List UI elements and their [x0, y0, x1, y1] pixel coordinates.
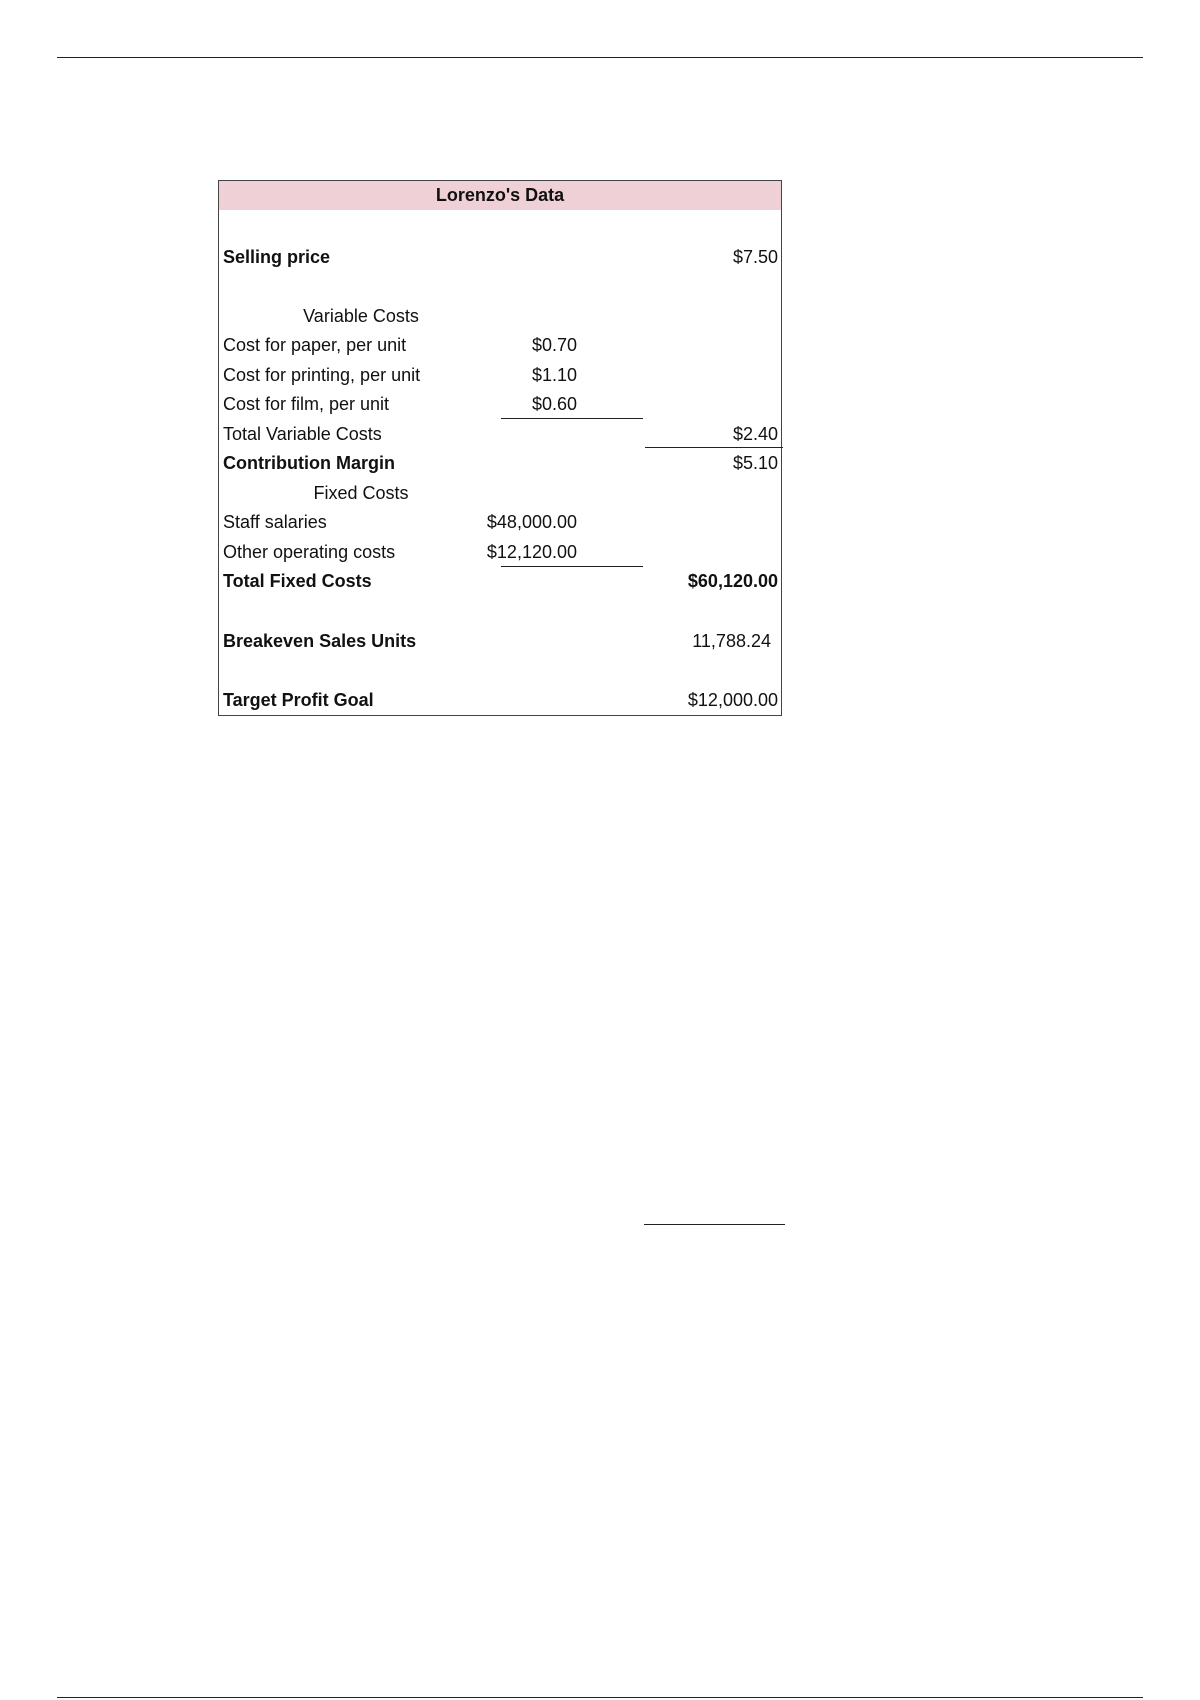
variable-cost-row — [219, 361, 781, 389]
total-variable-costs-row — [219, 420, 781, 448]
fixed-cost-value: $12,120.00 — [486, 542, 577, 562]
fixed-cost-value: $48,000.00 — [486, 512, 577, 532]
table-title: Lorenzo's Data — [219, 181, 781, 210]
variable-cost-value: $1.10 — [531, 365, 577, 385]
lorenzos-data-table — [218, 180, 782, 716]
variable-costs-subtotal-line — [501, 418, 643, 419]
variable-cost-label: Cost for printing, per unit — [223, 365, 421, 385]
fixed-cost-row — [219, 508, 781, 536]
breakeven-sales-units-value: 11,788.24 — [692, 631, 771, 651]
breakeven-sales-units-label: Breakeven Sales Units — [223, 631, 417, 651]
variable-cost-row — [219, 331, 781, 359]
total-variable-costs-line — [645, 447, 783, 448]
variable-cost-value: $0.70 — [531, 335, 577, 355]
fixed-costs-heading-row — [219, 479, 781, 507]
bottom-rule — [57, 1697, 1143, 1698]
total-variable-costs-value: $2.40 — [732, 424, 778, 444]
fixed-cost-label: Staff salaries — [223, 512, 327, 532]
total-variable-costs-label: Total Variable Costs — [223, 424, 382, 444]
breakeven-sales-units-row — [219, 627, 781, 655]
variable-costs-heading: Variable Costs — [303, 306, 419, 326]
variable-cost-label: Cost for paper, per unit — [223, 335, 407, 355]
top-rule — [57, 57, 1143, 58]
contribution-margin-row — [219, 449, 781, 477]
selling-price-value: $7.50 — [732, 247, 778, 267]
total-fixed-costs-row — [219, 567, 781, 595]
variable-cost-value: $0.60 — [531, 394, 577, 414]
fixed-costs-heading: Fixed Costs — [313, 483, 409, 503]
variable-costs-heading-row — [219, 302, 781, 330]
contribution-margin-label: Contribution Margin — [223, 453, 395, 473]
total-fixed-costs-label: Total Fixed Costs — [223, 571, 372, 591]
target-profit-goal-label: Target Profit Goal — [223, 690, 374, 710]
target-profit-goal-value: $12,000.00 — [687, 690, 778, 710]
contribution-margin-value: $5.10 — [732, 453, 778, 473]
fixed-cost-row — [219, 538, 781, 566]
selling-price-label: Selling price — [223, 247, 331, 267]
target-profit-goal-row — [219, 686, 781, 714]
selling-price-row — [219, 243, 781, 271]
total-fixed-costs-value: $60,120.00 — [687, 571, 778, 591]
fixed-cost-label: Other operating costs — [223, 542, 396, 562]
answer-underline — [644, 1224, 785, 1225]
variable-cost-label: Cost for film, per unit — [223, 394, 390, 414]
variable-cost-row — [219, 390, 781, 418]
